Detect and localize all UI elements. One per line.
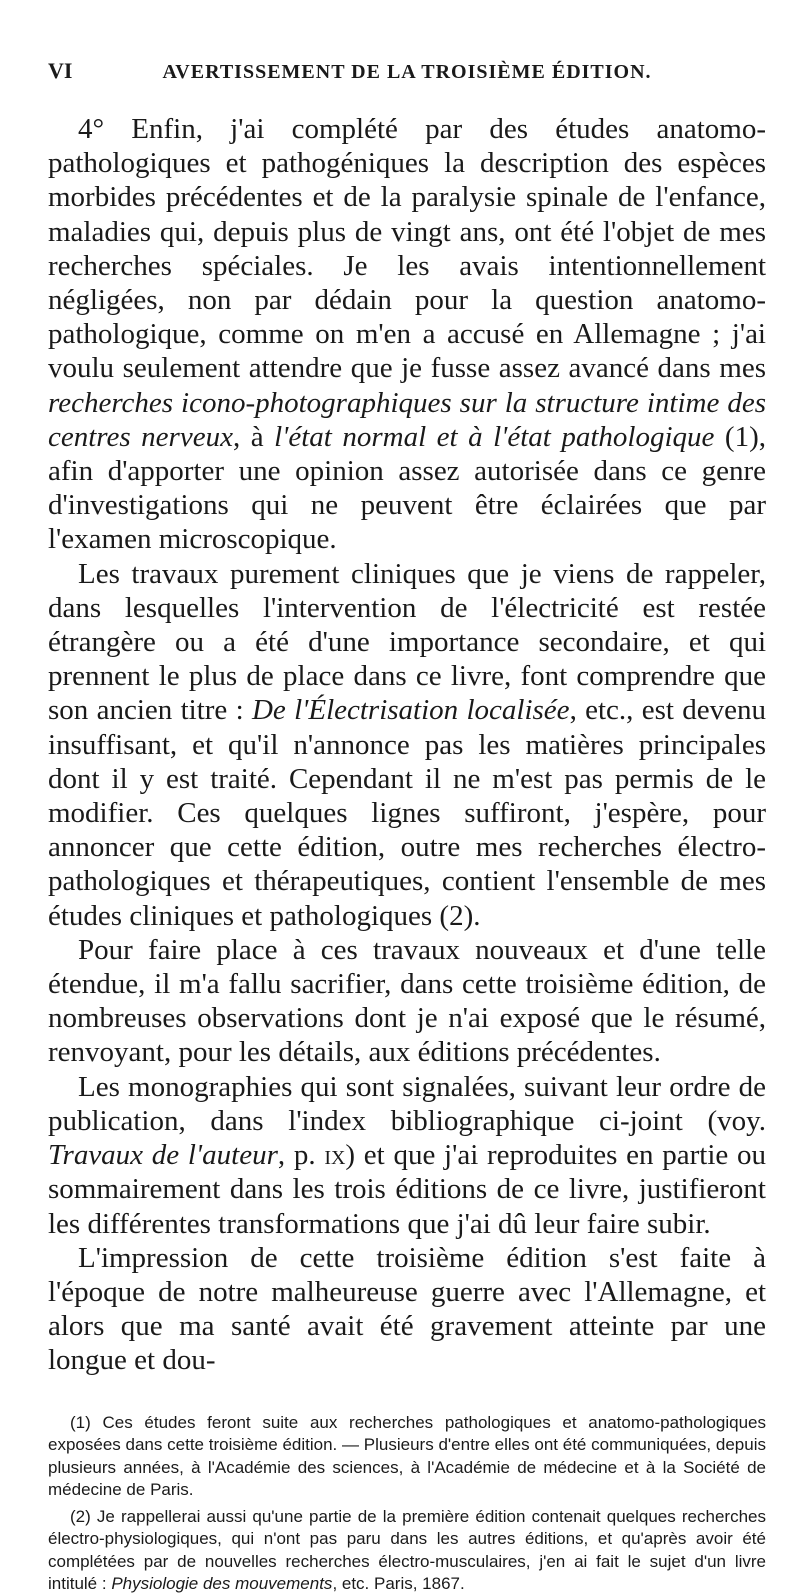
text-run: , à [232,420,275,453]
footnotes [48,1412,766,1596]
italic-title: De l'Électrisation localisée [251,694,570,727]
running-title: AVERTISSEMENT DE LA TROISIÈME ÉDITION. [162,61,652,83]
text-run: Les monographies qui sont signalées, suivant leur ordre de publication, dans l'index bibliographique ci-joint (voy. [48,1070,766,1137]
italic-title: Travaux de l'auteur [48,1139,278,1172]
text-run: Les travaux purement cliniques que je viens de rappeler, dans lesquelles l'intervention de l'électricité est restée étrangère ou a été d'une importance secondaire, et qui prennent le plus de place dans ce livre, font comprendre que son ancien titre : [48,557,766,727]
text-run: ) et que j'ai reproduites en partie ou sommairement dans les trois éditions de ce livre, justifieront les différentes transformations que j'ai dû leur faire subir. [48,1139,767,1240]
paragraph-1 [48,112,766,557]
paragraph-4 [48,1070,766,1241]
text-run: (1) Ces études feront suite aux recherches pathologiques et anatomo-pathologiques exposées dans cette troisième édition. — Plusieurs d'entre elles ont été communiquées, depuis plusieurs années, à l'Académie des sciences, à l'Académie de médecine et à la Société de médecine de Paris. [48,1412,766,1500]
main-text [48,112,766,1378]
italic-title: recherches icono-photographiques sur la structure intime des centres nerveux [48,386,766,453]
text-run: , etc. Paris, 1867. [332,1574,465,1594]
text-run: Pour faire place à ces travaux nouveaux et d'une telle étendue, il m'a fallu sacrifier, dans cette troisième édition, de nombreuses observations dont je n'ai exposé que le résumé, renvoyant, pour les détails, aux éditions précédentes. [48,933,766,1069]
footnote-1 [48,1412,766,1502]
paragraph-2 [48,557,766,933]
text-run: (2) Je rappellerai aussi qu'une partie de la première édition contenait quelques recherches électro-physiologiques, qui n'ont pas paru dans les autres éditions, et qu'après avoir été complétées par de nouvelles recherches électro-musculaires, j'en ai fait le sujet d'un livre intitulé : [48,1506,766,1594]
page-number: VI [48,58,73,83]
text-run: (1), afin d'apporter une opinion assez autorisée dans ce genre d'investigations qui ne peuvent être éclairées que par l'examen microscopique. [48,420,766,556]
page-ref: ix [324,1139,346,1172]
text-run: , p. [277,1139,325,1172]
italic-title: l'état normal et à l'état pathologique [274,420,715,453]
paragraph-3 [48,933,766,1070]
footnote-2 [48,1506,766,1596]
italic-title: Physiologie des mouvements [111,1574,333,1594]
text-run: L'impression de cette troisième édition s'est faite à l'époque de notre malheureuse guerre avec l'Allemagne, et alors que ma santé avait été gravement atteinte par une longue et dou- [48,1241,766,1377]
text-run: , etc., est devenu insuffisant, et qu'il n'annonce pas les matières principales dont il y est traité. Cependant il ne m'est pas permis de le modifier. Ces quelques lignes suffiront, j'espère, pour annoncer que cette édition, outre mes recherches électro-pathologiques et thérapeutiques, contient l'ensemble de mes études cliniques et pathologiques (2). [48,694,767,932]
paragraph-5 [48,1241,766,1378]
text-run: 4° Enfin, j'ai complété par des études anatomo-pathologiques et pathogéniques la description des espèces morbides précédentes et de la paralysie spinale de l'enfance, maladies qui, depuis plus de vingt ans, ont été l'objet de mes recherches spéciales. Je les avais intentionnellement négligées, non par dédain pour la question anatomo-pathologique, comme on m'en a accusé en Allemagne ; j'ai voulu seulement attendre que je fusse assez avancé dans mes [48,113,766,385]
running-header [48,0,766,102]
